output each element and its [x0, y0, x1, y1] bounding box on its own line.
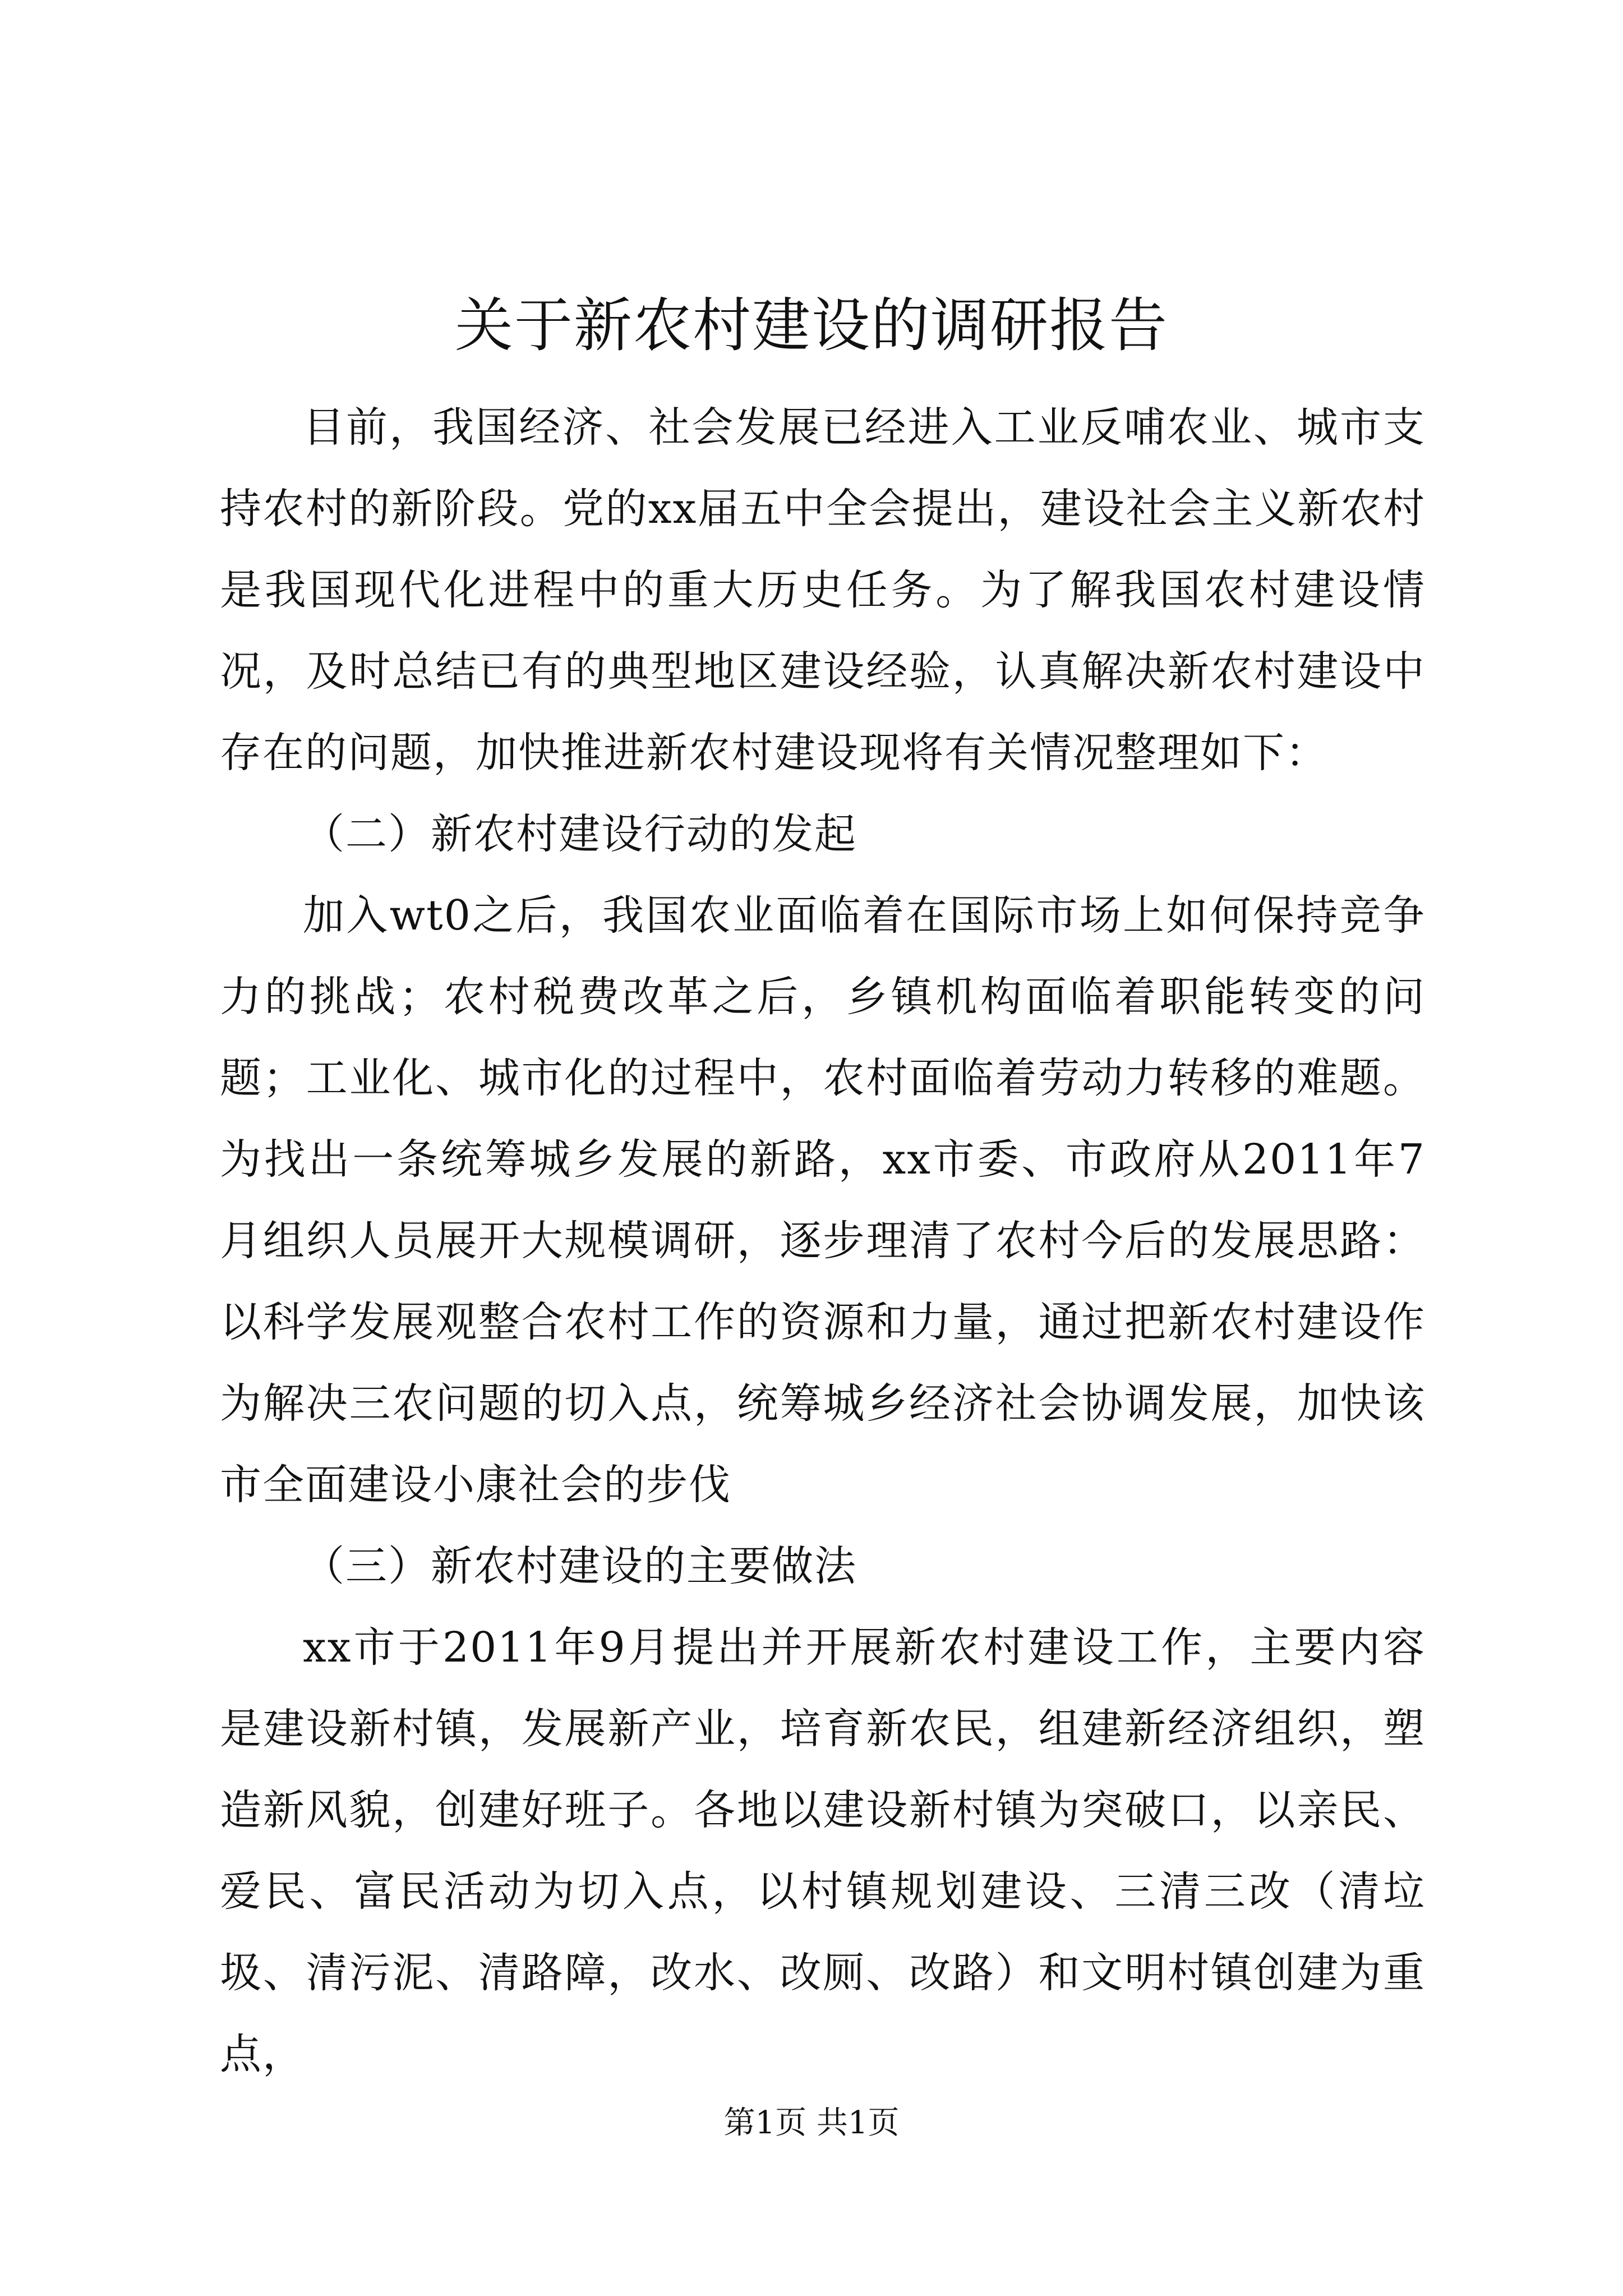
intro-paragraph: 目前，我国经济、社会发展已经进入工业反哺农业、城市支持农村的新阶段。党的xx届五中全会提出，建设社会主义新农村是我国现代化进程中的重大历史任务。为了解我国农村建设情况，及时总结已有的典型地区建设经验，认真解决新农村建设中存在的问题，加快推进新农村建设现将有关情况整理如下： [220, 403, 1426, 777]
page-footer: 第1页 共1页 [723, 2105, 900, 2141]
section-heading-3: （三）新农村建设的主要做法 [303, 1542, 857, 1590]
document-title: 关于新农村建设的调研报告 [454, 291, 1168, 360]
section-heading-2: （二）新农村建设行动的发起 [303, 810, 857, 858]
body-paragraph-3: xx市于2011年9月提出并开展新农村建设工作，主要内容是建设新村镇，发展新产业，培育新农民，组建新经济组织，塑造新风貌，创建好班子。各地以建设新村镇为突破口，以亲民、爱民、富民活动为切入点，以村镇规划建设、三清三改（清垃圾、清污泥、清路障，改水、改厕、改路）和文明村镇创建为重点， [220, 1623, 1426, 2078]
body-paragraph-2: 加入wt0之后，我国农业面临着在国际市场上如何保持竞争力的挑战；农村税费改革之后，乡镇机构面临着职能转变的问题；工业化、城市化的过程中，农村面临着劳动力转移的难题。为找出一条统筹城乡发展的新路，xx市委、市政府从2011年7月组织人员展开大规模调研，逐步理清了农村今后的发展思路：以科学发展观整合农村工作的资源和力量，通过把新农村建设作为解决三农问题的切入点，统筹城乡经济社会协调发展，加快该市全面建设小康社会的步伐 [220, 891, 1426, 1509]
document-body [220, 387, 1426, 2095]
